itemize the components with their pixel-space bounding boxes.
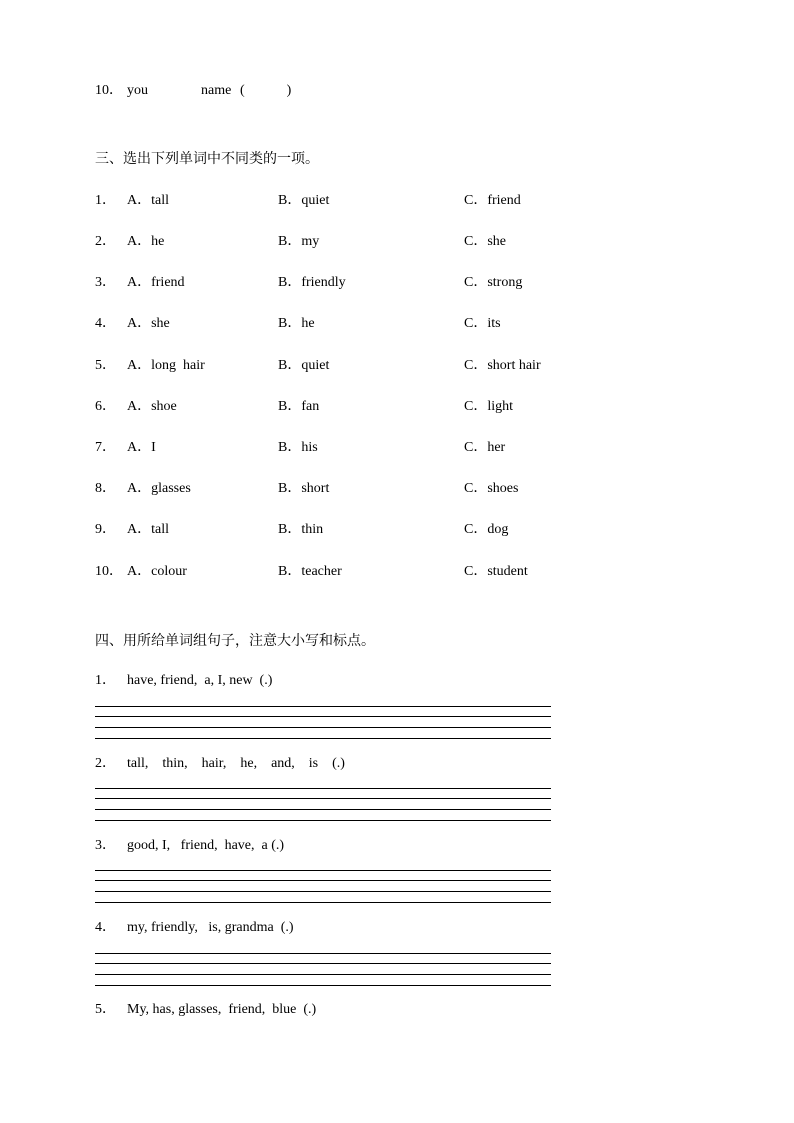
option-a[interactable]: A．shoe <box>127 399 177 414</box>
item-number: 9． <box>95 522 116 537</box>
option-c[interactable]: C．strong <box>464 275 523 290</box>
q10-answer-blank[interactable]: ( ) <box>240 83 292 98</box>
option-c[interactable]: C．light <box>464 399 514 414</box>
option-a[interactable]: A．friend <box>127 275 185 290</box>
option-b[interactable]: B．thin <box>278 522 324 537</box>
option-b[interactable]: B．quiet <box>278 358 330 373</box>
option-a[interactable]: A．he <box>127 234 165 249</box>
option-c[interactable]: C．dog <box>464 522 509 537</box>
item-number: 10． <box>95 564 123 579</box>
item-number: 4． <box>95 920 116 935</box>
item-number: 6． <box>95 399 116 414</box>
option-a[interactable]: A．colour <box>127 564 187 579</box>
option-b[interactable]: B．my <box>278 234 320 249</box>
q10-word-name: name <box>201 83 232 98</box>
item-number: 1． <box>95 673 116 688</box>
section3-title: 三、选出下列单词中不同类的一项。 <box>95 151 319 167</box>
item-number: 7． <box>95 440 116 455</box>
item-number: 2． <box>95 234 116 249</box>
q10-number: 10． <box>95 83 123 98</box>
option-c[interactable]: C．student <box>464 564 528 579</box>
option-c[interactable]: C．friend <box>464 193 521 208</box>
item-number: 2． <box>95 756 116 771</box>
item-number: 3． <box>95 838 116 853</box>
item-number: 1． <box>95 193 116 208</box>
option-a[interactable]: A．I <box>127 440 156 455</box>
word-prompt: tall, thin, hair, he, and, is (.) <box>127 756 345 771</box>
option-b[interactable]: B．teacher <box>278 564 342 579</box>
option-b[interactable]: B．fan <box>278 399 320 414</box>
option-b[interactable]: B．friendly <box>278 275 346 290</box>
q10-word-you: you <box>127 83 148 98</box>
option-b[interactable]: B．short <box>278 481 330 496</box>
option-a[interactable]: A．glasses <box>127 481 191 496</box>
option-a[interactable]: A．she <box>127 316 170 331</box>
word-prompt: good, I, friend, have, a (.) <box>127 838 285 853</box>
option-a[interactable]: A．tall <box>127 522 169 537</box>
option-b[interactable]: B．he <box>278 316 315 331</box>
option-c[interactable]: C．her <box>464 440 506 455</box>
word-prompt: my, friendly, is, grandma (.) <box>127 920 294 935</box>
option-c[interactable]: C．its <box>464 316 501 331</box>
word-prompt: My, has, glasses, friend, blue (.) <box>127 1002 317 1017</box>
item-number: 3． <box>95 275 116 290</box>
item-number: 4． <box>95 316 116 331</box>
option-b[interactable]: B．quiet <box>278 193 330 208</box>
option-c[interactable]: C．shoes <box>464 481 519 496</box>
item-number: 5． <box>95 358 116 373</box>
word-prompt: have, friend, a, I, new (.) <box>127 673 273 688</box>
section4-title: 四、用所给单词组句子，注意大小写和标点。 <box>95 633 375 649</box>
option-c[interactable]: C．short hair <box>464 358 541 373</box>
option-c[interactable]: C．she <box>464 234 506 249</box>
option-b[interactable]: B．his <box>278 440 318 455</box>
item-number: 8． <box>95 481 116 496</box>
option-a[interactable]: A．long hair <box>127 358 205 373</box>
option-a[interactable]: A．tall <box>127 193 169 208</box>
item-number: 5． <box>95 1002 116 1017</box>
